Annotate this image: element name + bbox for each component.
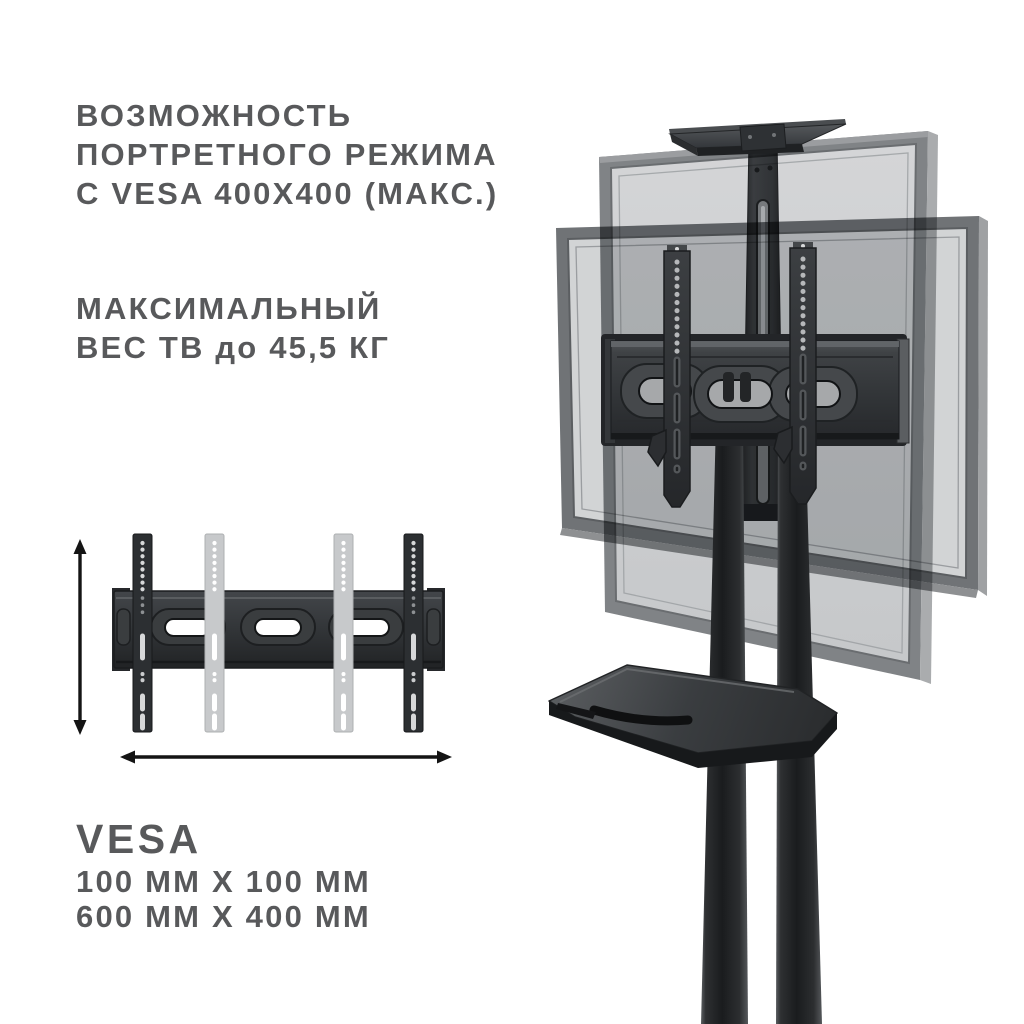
feature-weight-line-2: ВЕС ТВ до 45,5 КГ xyxy=(76,330,391,365)
feature-weight-line-1: МАКСИМАЛЬНЫЙ xyxy=(76,291,382,326)
diagram-ghost-rail-left xyxy=(205,534,224,732)
vesa-size-1: 100 ММ X 100 ММ xyxy=(76,864,371,899)
diagram-bracket-bar xyxy=(112,588,445,671)
feature-portrait-line-1: ВОЗМОЖНОСТЬ xyxy=(76,98,353,133)
vesa-size-list xyxy=(76,864,371,934)
vesa-bracket-diagram xyxy=(74,534,453,764)
feature-portrait-line-3: С VESA 400X400 (МАКС.) xyxy=(76,176,499,211)
tv-stand-product xyxy=(549,119,988,1024)
diagram-oval-cutouts xyxy=(151,609,403,645)
vesa-heading: VESA xyxy=(76,816,202,862)
vesa-size-2: 600 ММ X 400 ММ xyxy=(76,899,371,934)
diagram-ghost-rail-right xyxy=(334,534,353,732)
feature-portrait-line-2: ПОРТРЕТНОГО РЕЖИМА xyxy=(76,137,498,172)
height-dimension-arrow xyxy=(74,539,87,735)
feature-max-weight xyxy=(76,289,390,367)
feature-portrait-mode xyxy=(76,96,498,213)
diagram-dark-rail-right xyxy=(404,534,423,732)
width-dimension-arrow xyxy=(120,751,452,764)
bracket-oval-cutouts xyxy=(621,364,857,422)
vesa-mounting-bracket xyxy=(601,334,909,446)
diagram-dark-rail-left xyxy=(133,534,152,732)
